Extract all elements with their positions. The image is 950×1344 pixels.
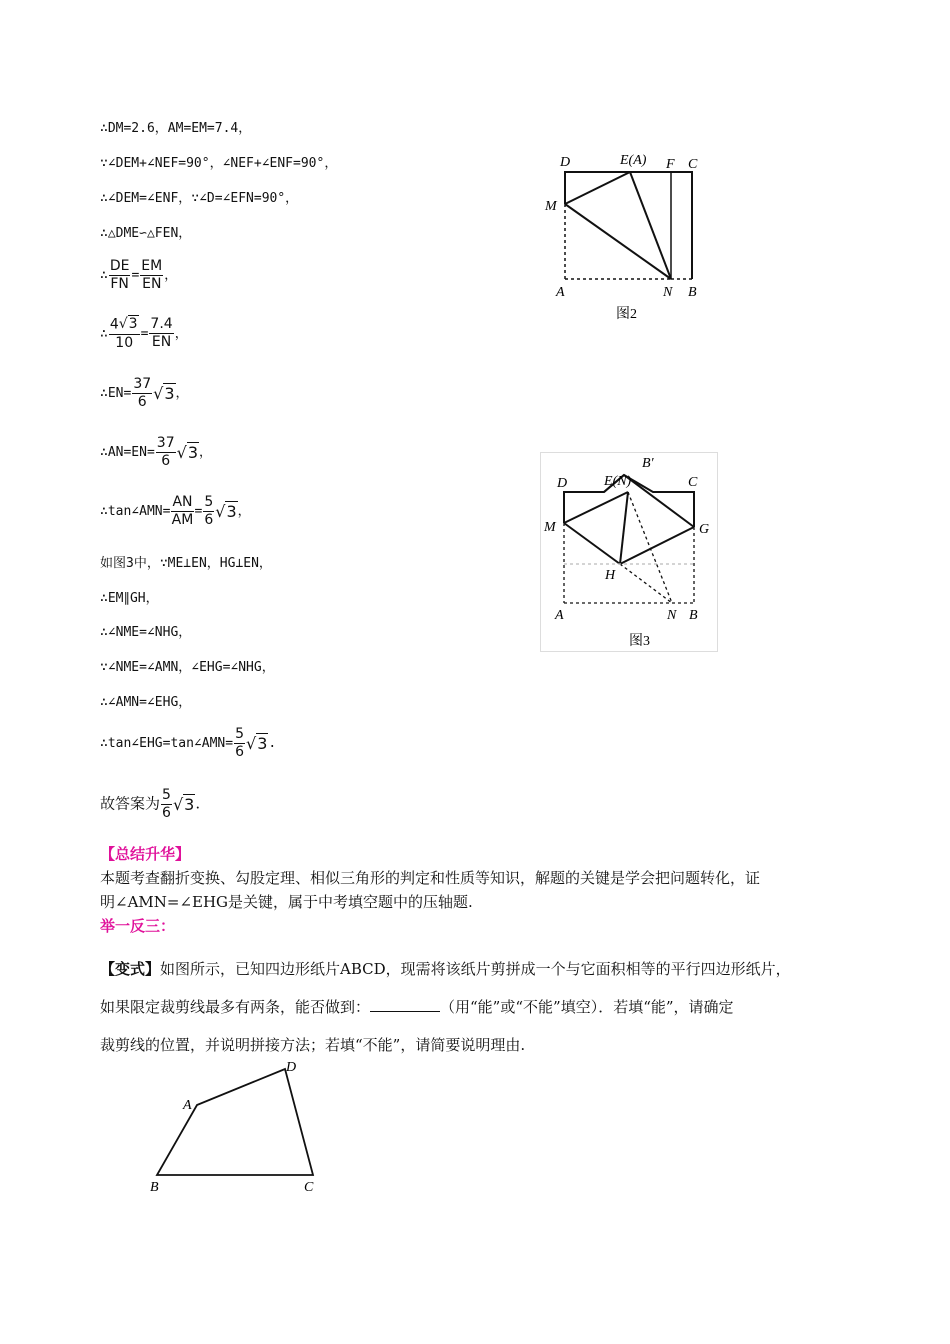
quadrilateral-abcd <box>157 1069 313 1175</box>
fig3-segment-hg <box>620 527 694 564</box>
fig3-segment-me <box>564 492 628 523</box>
line-similar: ∴△DME∽△FEN， <box>100 226 192 241</box>
fig3-label-m: M <box>544 520 556 535</box>
fig2-label-a: A <box>556 285 565 300</box>
fig4-label-d: D <box>286 1060 297 1075</box>
summary-heading: 【总结升华】 <box>100 845 191 863</box>
fig4-label-c: C <box>304 1180 314 1195</box>
fig3-label-h: H <box>605 568 616 583</box>
line-ratio-2: ∴ $\frac{4√3}{10}$ = $\frac{7.4}{EN}$ ， <box>100 316 188 351</box>
fig3-label-e: E(N) <box>604 474 632 489</box>
practice-text-2b: （用“能”或“不能”填空）．若填“能”，请确定 <box>440 998 734 1016</box>
line-fig3-intro: 如图3中，∵ME⊥EN，HG⊥EN， <box>100 556 272 571</box>
summary-section <box>100 842 860 938</box>
fig3-label-g: G <box>699 522 710 537</box>
fig2-segment-en <box>630 172 671 279</box>
line-angle-sum: ∵∠DEM+∠NEF=90°，∠NEF+∠ENF=90°， <box>100 156 338 171</box>
line-an: ∴AN=EN= $\frac{37}{6}$ √3， <box>100 435 213 469</box>
fig2-segment-me <box>565 172 630 204</box>
fig3-segment-eh <box>620 492 628 564</box>
line-answer: 故答案为 $\frac{5}{6}$ √3. <box>100 787 201 821</box>
line-tan-ehg: ∴tan∠EHG=tan∠AMN= $\frac{5}{6}$ √3. <box>100 726 277 760</box>
figure-3 <box>540 452 718 652</box>
fig2-label-b: B <box>688 285 697 300</box>
fig3-label-d: D <box>557 476 568 491</box>
practice-section <box>100 950 860 1064</box>
fig3-label-a: A <box>555 608 564 623</box>
practice-text-2a: 如果限定裁剪线最多有两条，能否做到： <box>100 998 371 1016</box>
fig2-label-c: C <box>688 157 698 172</box>
practice-text-3: 裁剪线的位置，并说明拼接方法；若填“不能”，请简要说明理由. <box>100 1036 526 1054</box>
line-dm-am: ∴DM=2.6，AM=EM=7.4， <box>100 121 252 136</box>
practice-heading: 举一反三： <box>100 917 176 935</box>
fig4-label-b: B <box>150 1180 159 1195</box>
line-nme-amn: ∵∠NME=∠AMN，∠EHG=∠NHG， <box>100 660 275 675</box>
figure-quadrilateral <box>140 1055 340 1200</box>
fig2-outline <box>565 172 692 279</box>
line-angle-equal: ∴∠DEM=∠ENF，∵∠D=∠EFN=90°， <box>100 191 299 206</box>
fig3-label-n: N <box>667 608 677 623</box>
fig4-label-a: A <box>183 1098 192 1113</box>
fig3-label-c: C <box>688 475 698 490</box>
line-en: ∴EN= $\frac{37}{6}$ √3， <box>100 376 189 410</box>
fig2-caption: 图2 <box>616 307 637 322</box>
fig2-label-n: N <box>663 285 673 300</box>
line-amn-ehg: ∴∠AMN=∠EHG， <box>100 695 192 710</box>
fig3-segment-bg <box>624 475 694 527</box>
fig2-label-d: D <box>560 155 571 170</box>
summary-text-2: 明∠AMN=∠EHG是关键，属于中考填空题中的压轴题. <box>100 893 473 911</box>
fig2-label-m: M <box>545 199 557 214</box>
fig2-label-e: E(A) <box>620 153 647 168</box>
fig3-segment-mh <box>564 523 620 564</box>
summary-text-1: 本题考查翻折变换、勾股定理、相似三角形的判定和性质等知识，解题的关键是学会把问题转化，证 <box>100 869 761 887</box>
variant-tag: 【变式】 <box>100 960 161 978</box>
fig2-segment-mn <box>565 204 671 279</box>
line-tan-amn: ∴tan∠AMN= $\frac{AN}{AM}$ = $\frac{5}{6}$ √3， <box>100 494 251 528</box>
fig3-label-bprime: B′ <box>642 456 654 471</box>
figure-2 <box>540 148 720 328</box>
line-nme-nhg: ∴∠NME=∠NHG， <box>100 625 192 640</box>
line-ratio-1: ∴ $\frac{DE}{FN}$ = $\frac{EM}{EN}$ ， <box>100 258 178 292</box>
answer-blank[interactable] <box>370 1011 440 1012</box>
practice-text-1: 如图所示，已知四边形纸片ABCD，现需将该纸片剪拼成一个与它面积相等的平行四边形纸片， <box>160 960 791 978</box>
fig3-caption: 图3 <box>629 634 650 649</box>
fig2-label-f: F <box>666 157 675 172</box>
line-parallel: ∴EM∥GH， <box>100 591 159 606</box>
fig3-label-b: B <box>689 608 698 623</box>
